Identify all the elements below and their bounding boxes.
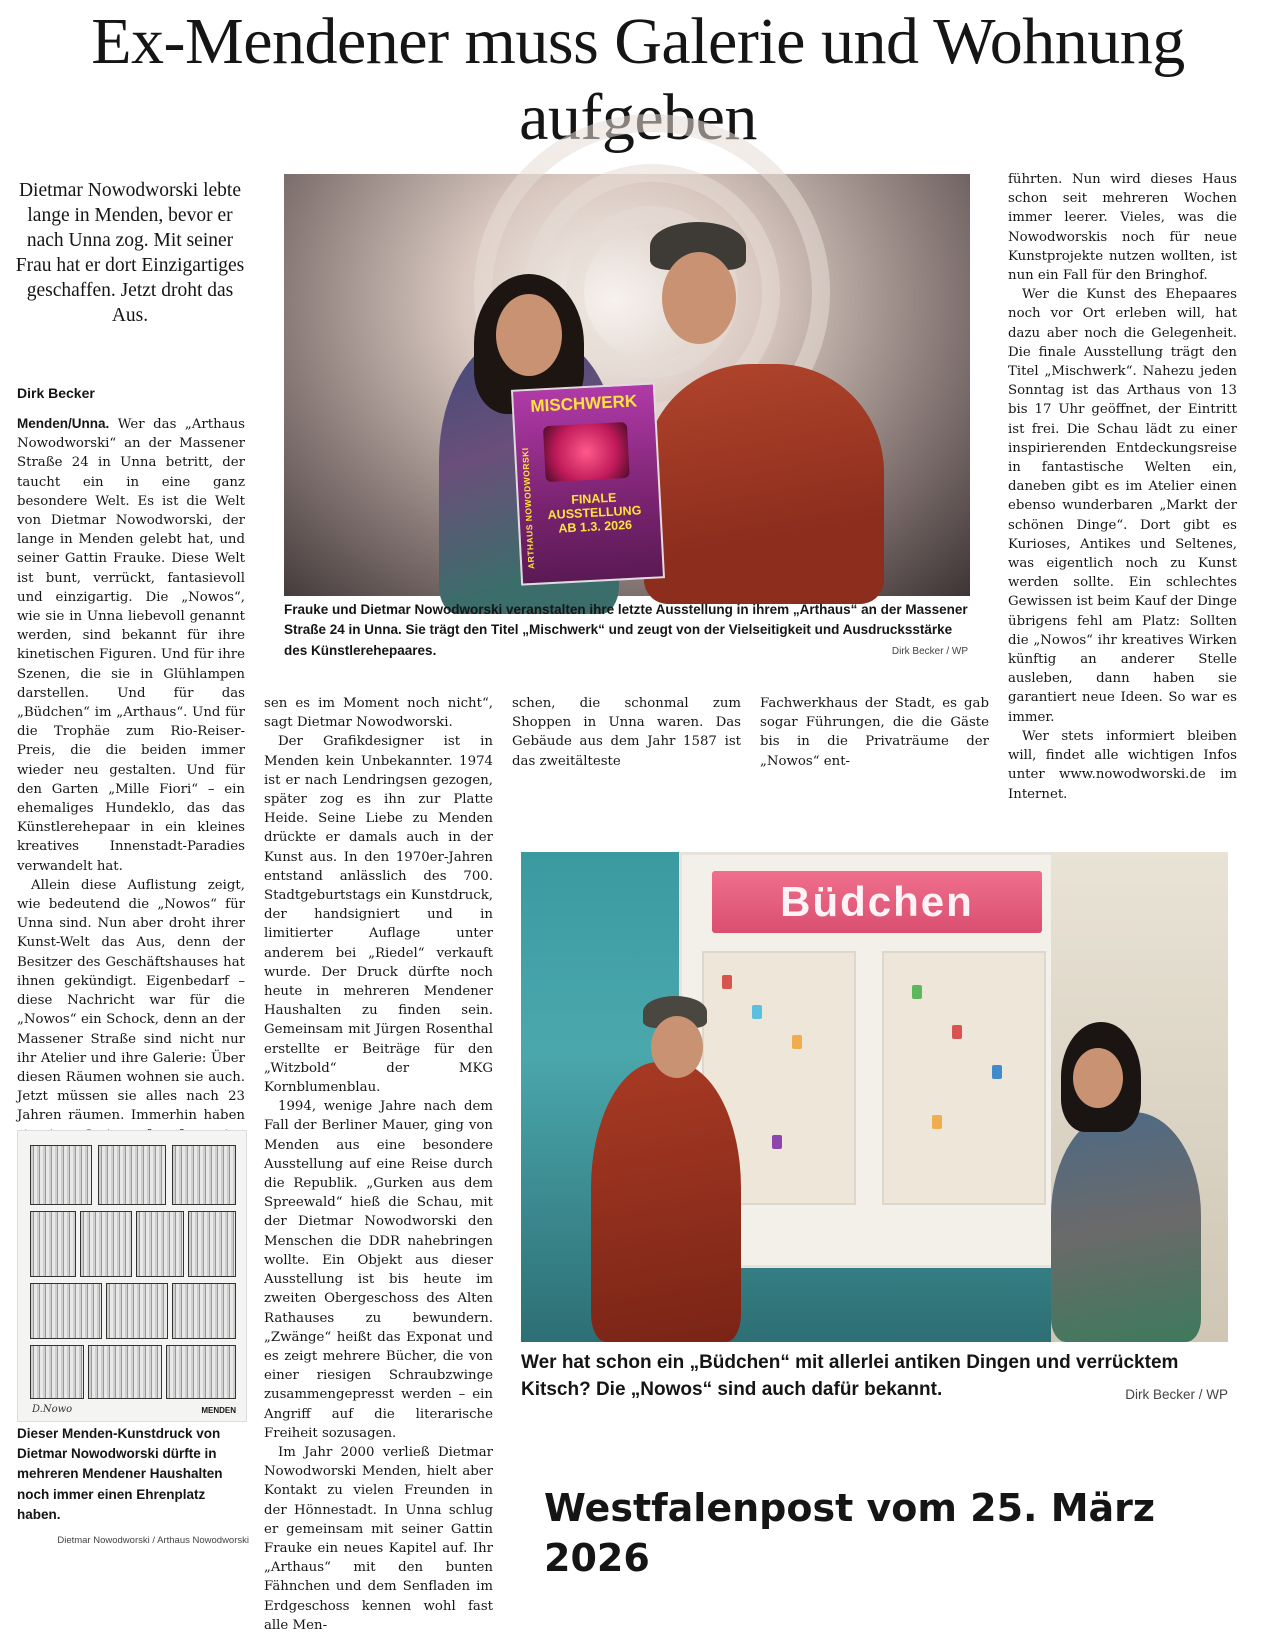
man-face [662, 252, 736, 344]
man-figure [644, 364, 884, 604]
print-cell [30, 1283, 102, 1339]
print-cell [172, 1283, 236, 1339]
paragraph: schen, die schonmal zum Shoppen in Unna waren. Das Gebäude aus dem Jahr 1587 ist das zweitälteste [512, 696, 741, 769]
print-cell [30, 1211, 76, 1277]
print-cell [166, 1345, 236, 1399]
author-byline: Dirk Becker [17, 385, 95, 401]
print-signature: D.Nowo [32, 1404, 73, 1415]
shelf-item [722, 975, 732, 989]
woman-face [496, 294, 562, 376]
poster-title: MISCHWERK [530, 391, 638, 416]
buedchen-sign: Büdchen [712, 871, 1042, 933]
caption-text: Wer hat schon ein „Büdchen“ mit allerlei antiken Dingen und verrücktem Kitsch? Die „Nowos“ sind auch dafür bekannt. [521, 1352, 1179, 1400]
shelf-item [912, 985, 922, 999]
shelf-item [792, 1035, 802, 1049]
print-cell [188, 1211, 236, 1277]
photo1-caption [284, 600, 970, 661]
display-shelf [882, 951, 1046, 1205]
teaser: Dietmar Nowodworski lebte lange in Menden, bevor er nach Unna zog. Mit seiner Frau hat er dort Einzigartiges geschaffen. Jetzt droht das Aus. [15, 180, 245, 326]
caption-text: Dieser Menden-Kunstdruck von Dietmar Nowodworski dürfte in mehreren Mendener Haushalten noch immer einen Ehrenplatz haben. [17, 1426, 223, 1522]
photo-credit: Dietmar Nowodworski / Arthaus Nowodworski [57, 1535, 249, 1547]
print-cell [88, 1345, 162, 1399]
photo-arthaus-couple [284, 174, 970, 596]
poster-side-text: ARTHAUS NOWODWORSKI [520, 447, 537, 570]
woman-face [1073, 1048, 1123, 1108]
man-figure [591, 1062, 741, 1342]
poster-screen [543, 422, 630, 482]
paragraph: sen es im Moment noch nicht“, sagt Dietmar Nowodworski. [264, 696, 493, 731]
man-face [651, 1016, 703, 1078]
print-cell [30, 1145, 92, 1205]
headline: Ex-Mendener muss Galerie und Wohnung aufgeben [91, 5, 1185, 154]
article-column-4 [760, 694, 989, 769]
print-cell [106, 1283, 168, 1339]
photo3-caption [17, 1424, 249, 1550]
poster-subtitle: FINALE AUSSTELLUNG AB 1.3. 2026 [547, 490, 642, 536]
woman-figure [1051, 1112, 1201, 1342]
photo2-caption [521, 1349, 1228, 1403]
photo-credit: Dirk Becker / WP [1125, 1387, 1228, 1402]
caption-text: Frauke und Dietmar Nowodworski veranstalten ihre letzte Ausstellung in ihrem „Arthaus“ an der Massener Straße 24 in Unna. Sie trägt den Titel „Mischwerk“ und zeugt von der Vielseitigkeit und Ausdrucksstärke des Künstlerehepaares. [284, 602, 968, 658]
photo-buedchen [521, 852, 1228, 1342]
paragraph: führten. Nun wird dieses Haus schon seit mehreren Wochen immer leerer. Vieles, was die Nowodworskis noch für neue Kunstprojekte nutzen wollten, ist nun ein Fall für den Bringhof. [1008, 172, 1237, 284]
article-column-1 [17, 414, 245, 1126]
article-column-2 [264, 694, 493, 1633]
paragraph: Der Grafikdesigner ist in Menden kein Unbekannter. 1974 ist er nach Lendringsen gezogen, später zog es ihn zur Platte Heide. Seine Liebe zu Menden drückte er damals auch in der Kunst aus. In den 1970er-Jahren entstand anlässlich des 700. Stadtgeburtstags ein Kunstdruck, der handsigniert und in limitierter Auflage unter anderem bei „Riedel“ verkauft wurde. Der Druck dürfte noch heute in mehreren Mendener Haushalten zu finden sein. Gemeinsam mit Jürgen Rosenthal erstellte er Beiträge für den „Witzbold“ der MKG Kornblumenblau. [264, 734, 493, 1096]
paragraph: Wer die Kunst des Ehepaares noch vor Ort erleben will, hat dazu aber noch die Gelegenheit. Die finale Ausstellung trägt den Titel „Mischwerk“. Nahezu jeden Sonntag ist das Arthaus von 13 bis 17 Uhr geöffnet, der Eintritt ist frei. Die Schau lädt zu einer inspirierenden Entdeckungsreise in fantastische Welten ein, daneben gibt es im Atelier einen ebenso wunderbaren „Markt der schönen Dinge“. Dort gibt es Kurioses, Antikes und Seltenes, was eigentlich noch zu Kunst werden sollte. Ein schlechtes Gewissen ist beim Kauf der Dinge übrigens fehl am Platz: Sollten die „Nowos“ ihr kreatives Wirken künftig an anderer Stelle ausleben, dann haben sie garantiert neue Ideen. So war es immer. [1008, 287, 1237, 725]
shelf-item [932, 1115, 942, 1129]
mischwerk-poster [511, 382, 665, 585]
paragraph: Allein diese Auflistung zeigt, wie bedeutend die „Nowos“ für Unna sind. Nun aber droht ihrer Kunst-Welt das Aus, denn der Besitzer des Geschäftshauses hat ihnen gekündigt. Eigenbedarf – diese Nachricht war für die „Nowos“ ein Schock, denn an der Massener Straße sind nicht nur ihr Atelier und ihre Galerie: Über diesen Räumen wohnen sie auch. Jetzt müssen sie alles nach 23 Jahren räumen. Immerhin haben [17, 877, 245, 1124]
shelf-item [992, 1065, 1002, 1079]
print-cell [80, 1211, 132, 1277]
paragraph: Wer stets informiert bleiben will, findet alle wichtigen Infos unter www.nowodworski.de im Internet. [1008, 728, 1237, 802]
paragraph: Menden/Unna. Wer das „Arthaus Nowodworski“ an der Massener Straße 24 in Unna betritt, der taucht ein in eine ganz besondere Welt. Es ist die Welt von Dietmar Nowodworski, der lange in Menden gelebt hat, und seiner Gattin Frauke. Diese Welt ist bunt, verrückt, fantasievoll und einzigartig. Die „Nowos“, wie sie in Unna liebevoll genannt werden, sind bekannt für ihre kinetischen Figuren. Und für ihre Szenen, die sie in Glühlampen darstellen. Und für das „Büdchen“ im „Arthaus“. Und für die Trophäe zum Rio-Reiser-Preis, die die beiden immer wieder neu gestalten. Und für den Garten „Mille Fiori“ – ein ehemaliges Hundeklo, das das Künstlerehepaar in ein kleines kreatives Innenstadt-Paradies verwandelt hat. [17, 416, 245, 874]
article-column-3 [512, 694, 741, 769]
print-cell [98, 1145, 166, 1205]
dateline: Menden/Unna. [17, 416, 110, 431]
menden-art-print [17, 1130, 247, 1422]
source-footer: Westfalenpost vom 25. März 2026 [544, 1486, 1156, 1580]
article-column-5 [1008, 170, 1237, 802]
print-cell [30, 1345, 84, 1399]
paragraph: 1994, wenige Jahre nach dem Fall der Berliner Mauer, ging von Menden aus eine besondere Ausstellung auf eine Reise durch die Republik. „Gurken aus dem Spreewald“ hieß die Schau, mit der Dietmar Nowodworski den Menschen die DDR nahebringen wollte. Ein Objekt aus dieser Ausstellung ist bis heute im zweiten Obergeschoss des Alten Rathauses zu bewundern. „Zwänge“ heißt das Exponat und es zeigt mehrere Bücher, die von einer riesigen Schraubzwinge zusammengepresst werden – ein Angriff auf die literarische Freiheit sozusagen. [264, 1099, 493, 1441]
paragraph: Im Jahr 2000 verließ Dietmar Nowodworski Menden, hielt aber Kontakt zu vielen Freunden in der Hönnestadt. In Unna schlug er gemeinsam mit seiner Gattin Frauke ein neues Kapitel auf. Ihr „Arthaus“ mit den bunten Fähnchen und dem Senfladen im Erdgeschoss kennen wohl fast alle Men- [264, 1444, 493, 1633]
shelf-item [752, 1005, 762, 1019]
photo-credit: Dirk Becker / WP [891, 646, 968, 657]
shelf-item [952, 1025, 962, 1039]
print-cell [136, 1211, 184, 1277]
print-label: MENDEN [201, 1406, 236, 1415]
paragraph: Fachwerkhaus der Stadt, es gab sogar Führungen, die die Gäste bis in die Privaträume der „Nowos“ ent- [760, 696, 989, 769]
print-cell [172, 1145, 236, 1205]
shelf-item [772, 1135, 782, 1149]
